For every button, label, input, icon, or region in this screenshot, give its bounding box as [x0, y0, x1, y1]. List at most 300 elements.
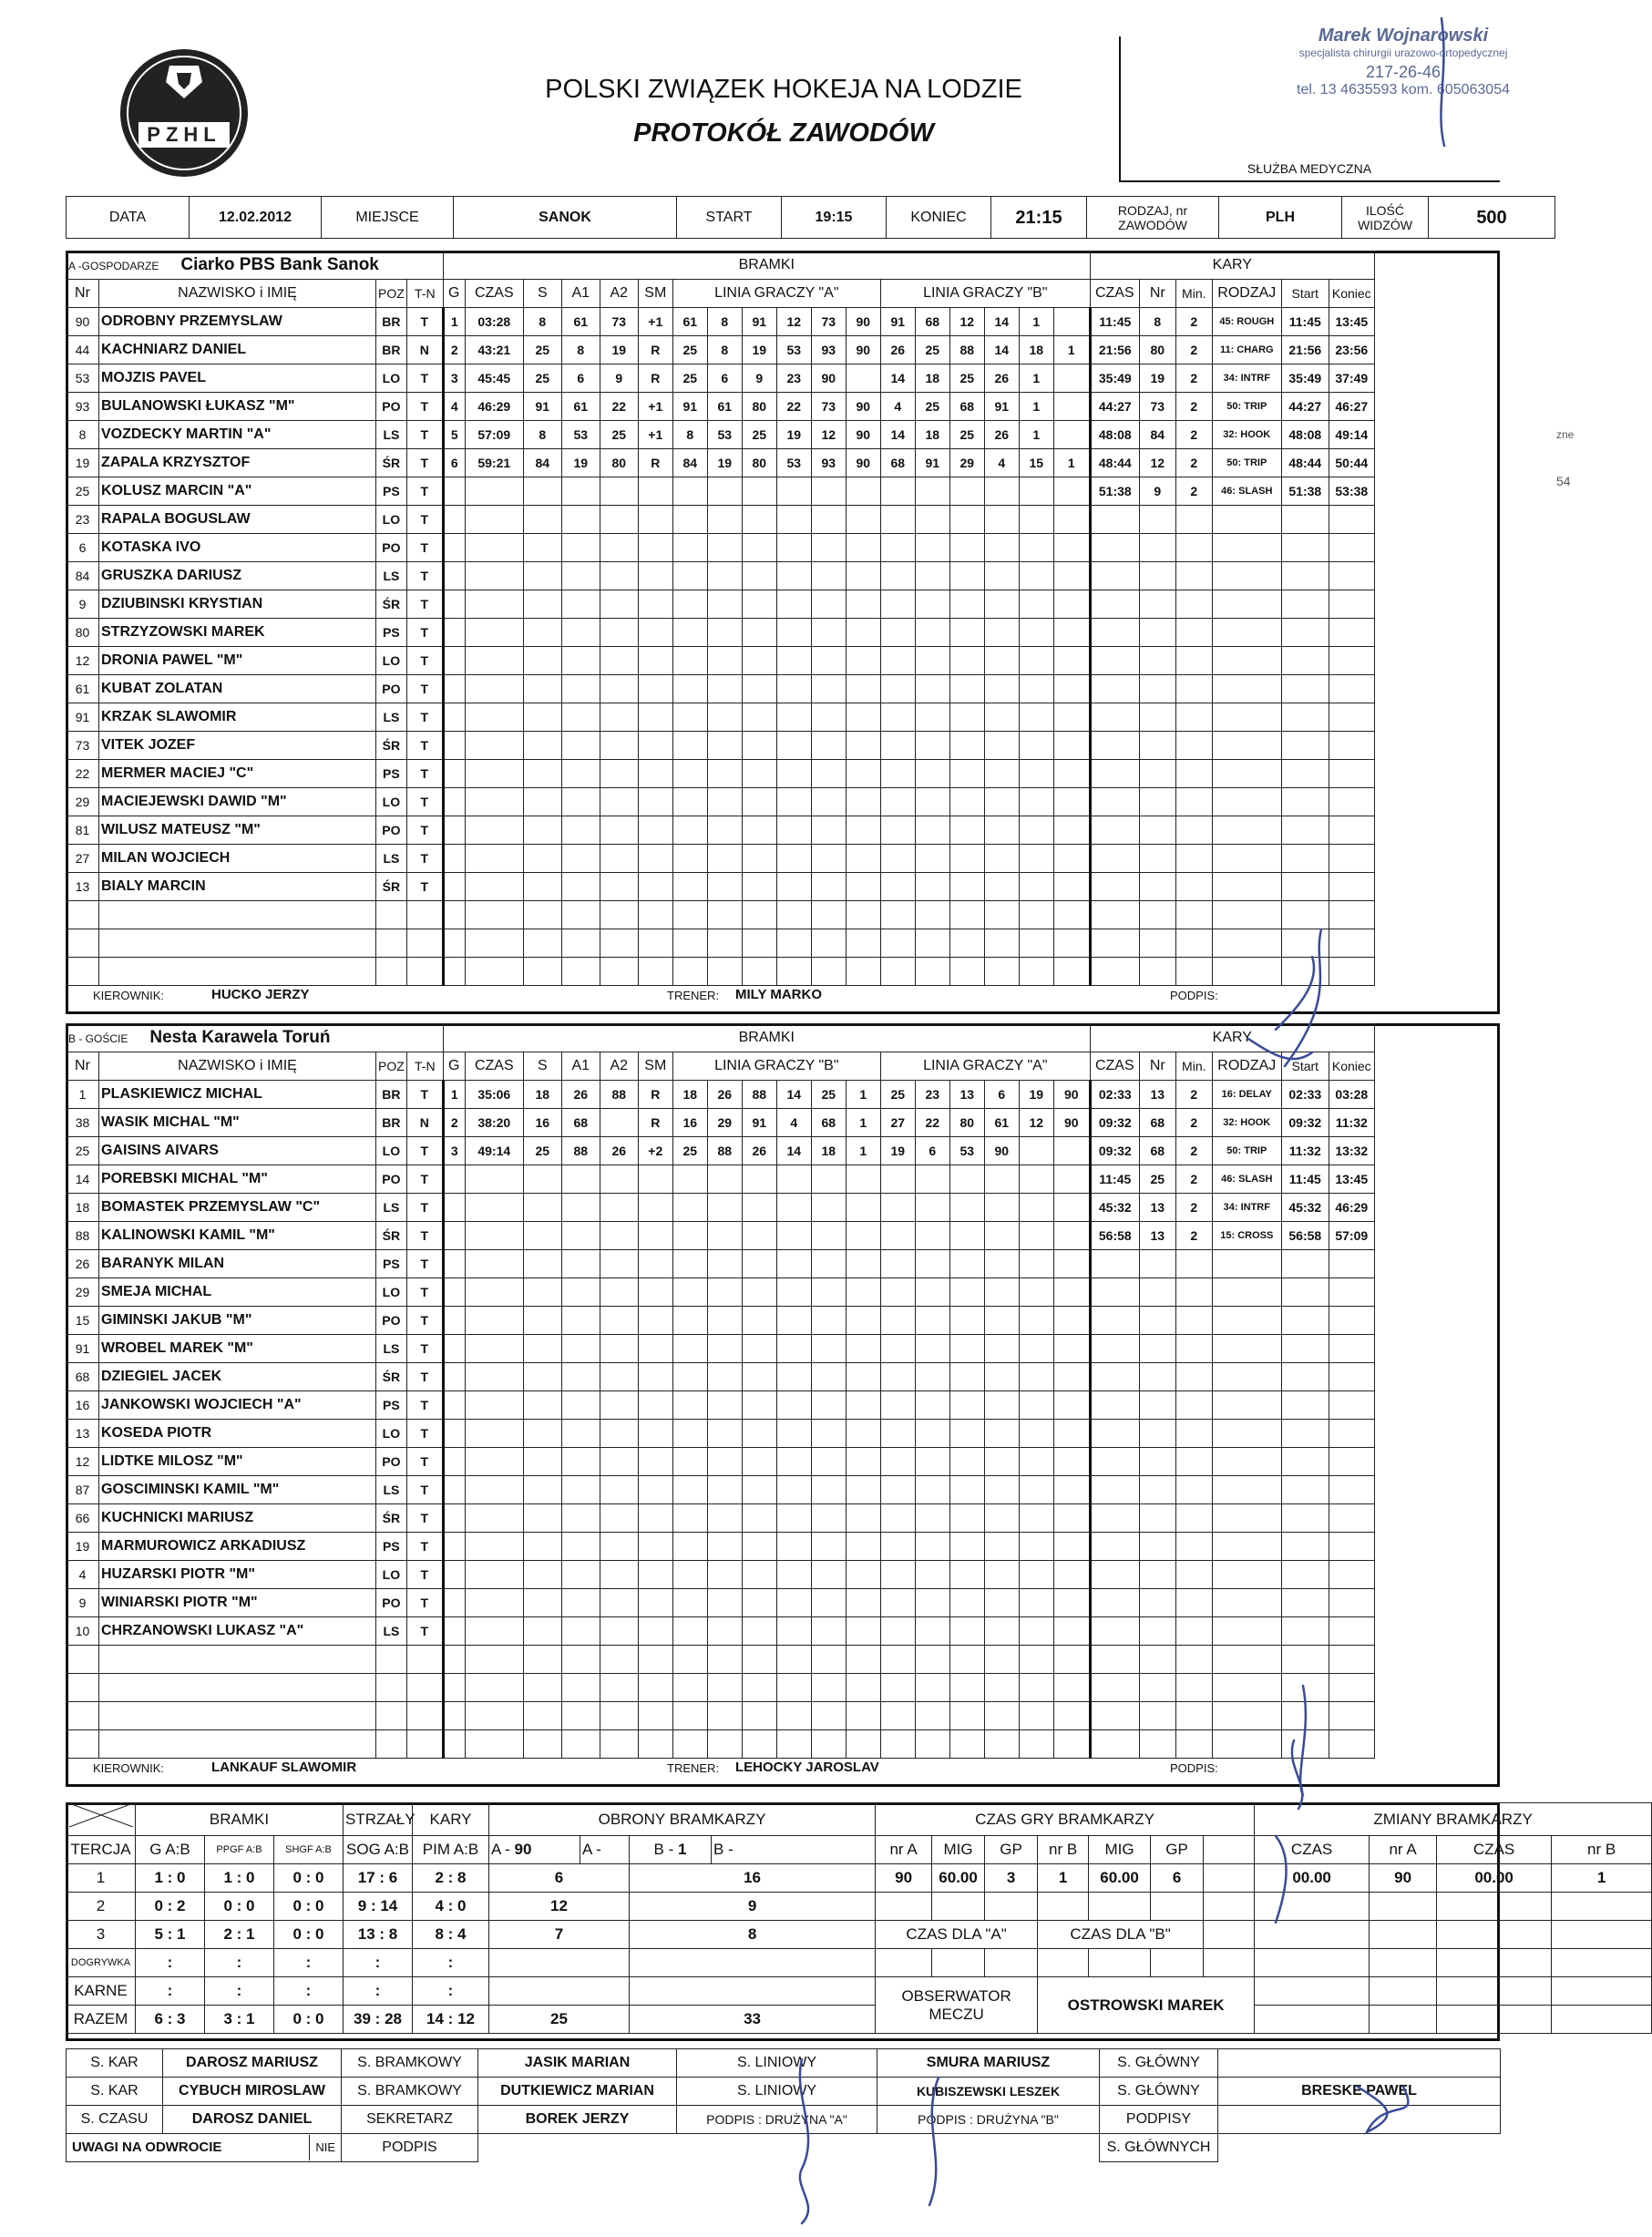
gk-nrB: 1 — [1038, 1864, 1089, 1893]
player-pos: LO — [376, 506, 407, 534]
pen-time: 44:27 — [1090, 393, 1139, 421]
line-2-player: 25 — [915, 393, 949, 421]
player-name: WINIARSKI PIOTR "M" — [99, 1589, 376, 1617]
player-pos: LS — [376, 1617, 407, 1646]
line-1-player: 6 — [707, 364, 742, 393]
ppgf-header: PPGF A:B — [205, 1836, 274, 1864]
goal-czas: 45:45 — [465, 364, 523, 393]
line-1-player: 19 — [776, 421, 811, 449]
observer-label: OBSERWATOR MECZU — [876, 1977, 1038, 2034]
pen-min: 2 — [1175, 1194, 1212, 1222]
line-1-player: 25 — [742, 421, 776, 449]
line-2-player: 1 — [1019, 308, 1053, 336]
player-tn: T — [406, 1081, 443, 1109]
goal-a1: 8 — [561, 336, 600, 364]
player-tn: T — [406, 308, 443, 336]
pen-start: 48:08 — [1281, 421, 1329, 449]
scorer-header: S — [523, 280, 561, 308]
nr-header: Nr — [67, 280, 99, 308]
player-name: KOSEDA PIOTR — [99, 1420, 376, 1448]
period-sog: 17 : 6 — [344, 1864, 413, 1893]
line-2-player: 13 — [949, 1081, 984, 1109]
player-tn: T — [406, 1307, 443, 1335]
player-nr: 1 — [67, 1081, 99, 1109]
pen-nr: 13 — [1139, 1081, 1175, 1109]
player-tn: T — [406, 1391, 443, 1420]
player-name: LIDTKE MILOSZ "M" — [99, 1448, 376, 1476]
period: DOGRYWKA — [67, 1949, 136, 1977]
goal-sm: R — [638, 449, 672, 477]
line-2-player: 91 — [880, 308, 915, 336]
line-2-player: 1 — [1053, 336, 1090, 364]
line-2-player: 6 — [984, 1081, 1019, 1109]
player-name: VOZDECKY MARTIN "A" — [99, 421, 376, 449]
goal-czas: 43:21 — [465, 336, 523, 364]
start-value: 19:15 — [782, 197, 887, 239]
pen-type: 50: TRIP — [1212, 393, 1281, 421]
timekeeper: DAROSZ DANIEL — [163, 2106, 342, 2134]
player-name: MARMUROWICZ ARKADIUSZ — [99, 1533, 376, 1561]
ref-pen-1: DAROSZ MARIUSZ — [163, 2049, 342, 2078]
period-ppgf: 1 : 0 — [205, 1864, 274, 1893]
tn-header: T-N — [406, 1052, 443, 1081]
line-2-player: 68 — [880, 449, 915, 477]
margin-note: 54 — [1556, 474, 1571, 488]
player-nr: 91 — [67, 1335, 99, 1363]
player-tn: T — [406, 1533, 443, 1561]
g-header: G — [443, 280, 465, 308]
pen-min: 2 — [1175, 1165, 1212, 1194]
goal-a2: 73 — [600, 308, 638, 336]
player-nr: 29 — [67, 788, 99, 816]
goal-judge-label: S. BRAMKOWY — [342, 2078, 478, 2106]
goal-a1: 88 — [561, 1137, 600, 1165]
pen-time: 35:49 — [1090, 364, 1139, 393]
line-1-player: 93 — [811, 449, 846, 477]
line-1-player: 91 — [672, 393, 707, 421]
goal-judge-label: S. BRAMKOWY — [342, 2049, 478, 2078]
line-1-player: 29 — [707, 1109, 742, 1137]
line-1-player: 22 — [776, 393, 811, 421]
goal-a1: 19 — [561, 449, 600, 477]
period-gab: 6 : 3 — [136, 2006, 205, 2034]
goal-g: 1 — [443, 308, 465, 336]
goal-s: 18 — [523, 1081, 561, 1109]
goal-czas: 38:20 — [465, 1109, 523, 1137]
pen-nr: 68 — [1139, 1109, 1175, 1137]
chg-nrb-header: nr B — [1552, 1836, 1652, 1864]
saves-b-label: B - 1 — [630, 1836, 712, 1864]
chg-czasB: 00.00 — [1437, 1864, 1552, 1893]
player-tn: T — [406, 1335, 443, 1363]
line-1-player: 18 — [672, 1081, 707, 1109]
pen-type: 16: DELAY — [1212, 1081, 1281, 1109]
goal-sm: +1 — [638, 421, 672, 449]
line-1-player: 9 — [742, 364, 776, 393]
period-pim: : — [413, 1977, 489, 2006]
player-pos: ŚR — [376, 449, 407, 477]
player-nr: 91 — [67, 703, 99, 732]
period-sog: : — [344, 1977, 413, 2006]
goal-sm: R — [638, 364, 672, 393]
g-header: G — [443, 1052, 465, 1081]
line-2-player: 4 — [880, 393, 915, 421]
saves-b: 33 — [630, 2006, 876, 2034]
gk-nrb-header: nr B — [1038, 1836, 1089, 1864]
manager-label: KIEROWNIK: — [93, 1761, 165, 1775]
federation-name: POLSKI ZWIĄZEK HOKEJA NA LODZIE — [545, 75, 1022, 104]
chg-nra-header: nr A — [1370, 1836, 1437, 1864]
penalties-section-header: KARY — [1090, 1024, 1374, 1052]
pen-time: 09:32 — [1090, 1137, 1139, 1165]
goal-a2: 80 — [600, 449, 638, 477]
line-1-player: 88 — [707, 1137, 742, 1165]
period-shgf: 0 : 0 — [274, 2006, 344, 2034]
line-1-player: 19 — [707, 449, 742, 477]
period-sog: : — [344, 1949, 413, 1977]
gk-gpB: 6 — [1151, 1864, 1204, 1893]
sog-header: SOG A:B — [344, 1836, 413, 1864]
player-pos: PS — [376, 619, 407, 647]
line-1-player: 80 — [742, 393, 776, 421]
nr-header: Nr — [67, 1052, 99, 1081]
pen-start: 11:32 — [1281, 1137, 1329, 1165]
line-1-player: 90 — [811, 364, 846, 393]
player-tn: T — [406, 1589, 443, 1617]
shgf-header: SHGF A:B — [274, 1836, 344, 1864]
player-pos: PS — [376, 760, 407, 788]
line-1-player: 25 — [672, 1137, 707, 1165]
line-1-player: 14 — [776, 1137, 811, 1165]
pen-nr: 12 — [1139, 449, 1175, 477]
player-tn: T — [406, 590, 443, 619]
pen-end: 03:28 — [1329, 1081, 1374, 1109]
line-2-player: 18 — [1019, 336, 1053, 364]
line-2-player: 15 — [1019, 449, 1053, 477]
pen-nr: 73 — [1139, 393, 1175, 421]
player-nr: 93 — [67, 393, 99, 421]
secretary-label: SEKRETARZ — [342, 2106, 478, 2134]
sm-header: SM — [638, 280, 672, 308]
player-pos: LS — [376, 1335, 407, 1363]
gk-mig-header: MIG — [932, 1836, 985, 1864]
period-gab: : — [136, 1949, 205, 1977]
player-name: BULANOWSKI ŁUKASZ "M" — [99, 393, 376, 421]
gab-header: G A:B — [136, 1836, 205, 1864]
period-ppgf: 0 : 0 — [205, 1893, 274, 1921]
pen-type: 46: SLASH — [1212, 1165, 1281, 1194]
player-name: MOJZIS PAVEL — [99, 364, 376, 393]
stamp-phone: tel. 13 4635593 kom. 605063054 — [1297, 82, 1510, 97]
player-name: KOTASKA IVO — [99, 534, 376, 562]
goals-section-header: BRAMKI — [443, 1024, 1090, 1052]
gk-nra-header: nr A — [876, 1836, 932, 1864]
player-pos: PS — [376, 1250, 407, 1278]
player-nr: 26 — [67, 1250, 99, 1278]
line-2-player: 22 — [915, 1109, 949, 1137]
line-2-player: 80 — [949, 1109, 984, 1137]
goal-g: 1 — [443, 1081, 465, 1109]
gk-nrA: 90 — [876, 1864, 932, 1893]
line-2-player: 25 — [880, 1081, 915, 1109]
period-pim: 4 : 0 — [413, 1893, 489, 1921]
linesman-label: S. LINIOWY — [677, 2049, 877, 2078]
goal-a1: 6 — [561, 364, 600, 393]
player-nr: 15 — [67, 1307, 99, 1335]
player-tn: T — [406, 675, 443, 703]
pen-min: 2 — [1175, 1222, 1212, 1250]
line-2-player: 6 — [915, 1137, 949, 1165]
team-a-coach: MILY MARKO — [735, 987, 823, 1002]
player-nr: 23 — [67, 506, 99, 534]
goal-a2: 25 — [600, 421, 638, 449]
head-ref-2: BRESKE PAWEL — [1218, 2078, 1501, 2106]
player-tn: T — [406, 1448, 443, 1476]
line-2-player: 26 — [984, 421, 1019, 449]
goal-g: 3 — [443, 1137, 465, 1165]
pen-nr: 80 — [1139, 336, 1175, 364]
line-2-player: 19 — [1019, 1081, 1053, 1109]
pen-time: 56:58 — [1090, 1222, 1139, 1250]
player-nr: 27 — [67, 845, 99, 873]
player-pos: PS — [376, 1533, 407, 1561]
line-1-player: 1 — [846, 1081, 880, 1109]
player-nr: 12 — [67, 647, 99, 675]
period-sog: 13 : 8 — [344, 1921, 413, 1949]
player-nr: 88 — [67, 1222, 99, 1250]
player-pos: BR — [376, 336, 407, 364]
pen-start: 09:32 — [1281, 1109, 1329, 1137]
player-name: MACIEJEWSKI DAWID "M" — [99, 788, 376, 816]
match-type-value: PLH — [1219, 197, 1342, 239]
player-pos: LO — [376, 1561, 407, 1589]
player-pos: ŚR — [376, 1222, 407, 1250]
line-1-player: 18 — [811, 1137, 846, 1165]
team-role: B - GOŚCIE — [68, 1031, 128, 1045]
gk-migA: 60.00 — [932, 1864, 985, 1893]
penalties-section-header: KARY — [1090, 251, 1374, 280]
line-1-player: 53 — [776, 336, 811, 364]
player-name: WROBEL MAREK "M" — [99, 1335, 376, 1363]
player-pos: BR — [376, 1081, 407, 1109]
line-2-player: 88 — [949, 336, 984, 364]
player-tn: N — [406, 336, 443, 364]
line-2-player: 53 — [949, 1137, 984, 1165]
line-1-player: 8 — [707, 308, 742, 336]
period-ppgf: : — [205, 1977, 274, 2006]
line-1-player: 90 — [846, 336, 880, 364]
stamp-name: Marek Wojnarowski — [1318, 26, 1489, 46]
pen-start: 51:38 — [1281, 477, 1329, 506]
line-2-player: 26 — [984, 364, 1019, 393]
player-name: GRUSZKA DARIUSZ — [99, 562, 376, 590]
remarks-value: NIE — [309, 2135, 341, 2160]
end-label: KONIEC — [887, 197, 991, 239]
player-tn: T — [406, 647, 443, 675]
saves-b: 9 — [630, 1893, 876, 1921]
pen-end: 53:38 — [1329, 477, 1374, 506]
player-tn: T — [406, 1250, 443, 1278]
pen-min: 2 — [1175, 449, 1212, 477]
player-pos: PS — [376, 477, 407, 506]
player-nr: 16 — [67, 1391, 99, 1420]
player-pos: ŚR — [376, 1504, 407, 1533]
player-nr: 19 — [67, 1533, 99, 1561]
player-tn: T — [406, 1222, 443, 1250]
sm-header: SM — [638, 1052, 672, 1081]
sign-label: PODPIS — [342, 2134, 478, 2162]
chg-czas2-header: CZAS — [1437, 1836, 1552, 1864]
player-tn: T — [406, 1278, 443, 1307]
player-name: BARANYK MILAN — [99, 1250, 376, 1278]
player-pos: LO — [376, 788, 407, 816]
player-nr: 14 — [67, 1165, 99, 1194]
pen-type: 45: ROUGH — [1212, 308, 1281, 336]
pen-type: 34: INTRF — [1212, 364, 1281, 393]
line-1-player: 19 — [742, 336, 776, 364]
goal-sm: R — [638, 1109, 672, 1137]
pen-start: 21:56 — [1281, 336, 1329, 364]
line-1-player: 1 — [846, 1137, 880, 1165]
signature-label: PODPIS: — [1170, 1761, 1218, 1775]
player-tn: T — [406, 873, 443, 901]
pen-end: 49:14 — [1329, 421, 1374, 449]
goal-sm: +1 — [638, 308, 672, 336]
period-ppgf: 2 : 1 — [205, 1921, 274, 1949]
pen-end: 46:29 — [1329, 1194, 1374, 1222]
head-ref-label: S. GŁÓWNY — [1100, 2078, 1218, 2106]
date-value: 12.02.2012 — [190, 197, 322, 239]
logo-text: PZHL — [147, 123, 221, 146]
period-pim: 2 : 8 — [413, 1864, 489, 1893]
stamp-number: 217-26-46 — [1365, 63, 1442, 81]
player-name: POREBSKI MICHAL "M" — [99, 1165, 376, 1194]
goal-judge-2: DUTKIEWICZ MARIAN — [478, 2078, 677, 2106]
head-ref-label: S. GŁÓWNY — [1100, 2049, 1218, 2078]
player-pos: PO — [376, 1165, 407, 1194]
period-shgf: : — [274, 1949, 344, 1977]
player-tn: T — [406, 845, 443, 873]
pos-header: POZ — [376, 1052, 407, 1081]
player-nr: 68 — [67, 1363, 99, 1391]
goal-g: 2 — [443, 1109, 465, 1137]
time-for-a-label: CZAS DLA "A" — [876, 1921, 1038, 1949]
line-2-player: 4 — [984, 449, 1019, 477]
line-2-player: 1 — [1019, 393, 1053, 421]
period: KARNE — [67, 1977, 136, 2006]
line-1-player: 4 — [776, 1109, 811, 1137]
pen-min: 2 — [1175, 336, 1212, 364]
line-2-player: 90 — [1053, 1109, 1090, 1137]
line-1-player: 25 — [672, 364, 707, 393]
line-1-player: 90 — [846, 421, 880, 449]
period-pim: 8 : 4 — [413, 1921, 489, 1949]
goal-czas: 03:28 — [465, 308, 523, 336]
player-name: ODROBNY PRZEMYSLAW — [99, 308, 376, 336]
player-name: KRZAK SLAWOMIR — [99, 703, 376, 732]
period-sog: 9 : 14 — [344, 1893, 413, 1921]
time-header: CZAS — [465, 1052, 523, 1081]
saves-b: 8 — [630, 1921, 876, 1949]
player-tn: T — [406, 477, 443, 506]
team-name: Nesta Karawela Toruń — [149, 1027, 331, 1047]
a1-header: A1 — [561, 280, 600, 308]
pen-type: 15: CROSS — [1212, 1222, 1281, 1250]
gk-migB: 60.00 — [1089, 1864, 1151, 1893]
pen-time-header: CZAS — [1090, 1052, 1139, 1081]
player-nr: 25 — [67, 1137, 99, 1165]
match-type-label: RODZAJ, nr ZAWODÓW — [1087, 197, 1219, 239]
player-tn: T — [406, 1194, 443, 1222]
player-name: MERMER MACIEJ "C" — [99, 760, 376, 788]
player-nr: 13 — [67, 873, 99, 901]
scorer-header: S — [523, 1052, 561, 1081]
line-1-player: 14 — [776, 1081, 811, 1109]
goal-sm: R — [638, 336, 672, 364]
pen-nr: 25 — [1139, 1165, 1175, 1194]
player-tn: T — [406, 816, 443, 845]
line-1-player: 25 — [811, 1081, 846, 1109]
line-1-player: 93 — [811, 336, 846, 364]
pen-type-header: RODZAJ — [1212, 280, 1281, 308]
saves-b-label2: B - — [712, 1836, 876, 1864]
period-ppgf: 3 : 1 — [205, 2006, 274, 2034]
line-2-player: 90 — [984, 1137, 1019, 1165]
line-1-player: 80 — [742, 449, 776, 477]
line-2-player: 25 — [949, 421, 984, 449]
tn-header: T-N — [406, 280, 443, 308]
pen-type: 11: CHARG — [1212, 336, 1281, 364]
saves-a-label2: A - — [580, 1836, 630, 1864]
line-2-header: LINIA GRACZY "B" — [880, 280, 1090, 308]
pen-end: 13:45 — [1329, 308, 1374, 336]
goal-a1: 53 — [561, 421, 600, 449]
pen-start-header: Start — [1281, 280, 1329, 308]
pen-time-header: CZAS — [1090, 280, 1139, 308]
gk-change-header: ZMIANY BRAMKARZY — [1255, 1803, 1652, 1836]
player-pos: ŚR — [376, 732, 407, 760]
saves-a: 25 — [489, 2006, 630, 2034]
line-2-player: 1 — [1019, 364, 1053, 393]
player-nr: 22 — [67, 760, 99, 788]
pen-end: 13:45 — [1329, 1165, 1374, 1194]
remarks-label: UWAGI NA ODWROCIE — [72, 2140, 222, 2155]
player-tn: T — [406, 760, 443, 788]
period-sog: 39 : 28 — [344, 2006, 413, 2034]
line-1-header: LINIA GRACZY "B" — [672, 1052, 880, 1081]
player-name: WILUSZ MATEUSZ "M" — [99, 816, 376, 845]
player-nr: 87 — [67, 1476, 99, 1504]
player-pos: PO — [376, 1448, 407, 1476]
player-pos: PO — [376, 534, 407, 562]
time-header: CZAS — [465, 280, 523, 308]
player-name: RAPALA BOGUSLAW — [99, 506, 376, 534]
goal-a2: 19 — [600, 336, 638, 364]
player-name: KUCHNICKI MARIUSZ — [99, 1504, 376, 1533]
player-pos: BR — [376, 308, 407, 336]
line-1-player: 1 — [846, 1109, 880, 1137]
player-name: DZIEGIEL JACEK — [99, 1363, 376, 1391]
player-name: KUBAT ZOLATAN — [99, 675, 376, 703]
line-2-player: 61 — [984, 1109, 1019, 1137]
pen-nr: 68 — [1139, 1137, 1175, 1165]
saves-a-label: A - 90 — [489, 1836, 580, 1864]
player-name: MILAN WOJCIECH — [99, 845, 376, 873]
pen-type: 46: SLASH — [1212, 477, 1281, 506]
goal-a1: 26 — [561, 1081, 600, 1109]
player-name: STRZYZOWSKI MAREK — [99, 619, 376, 647]
line-1-player: 84 — [672, 449, 707, 477]
